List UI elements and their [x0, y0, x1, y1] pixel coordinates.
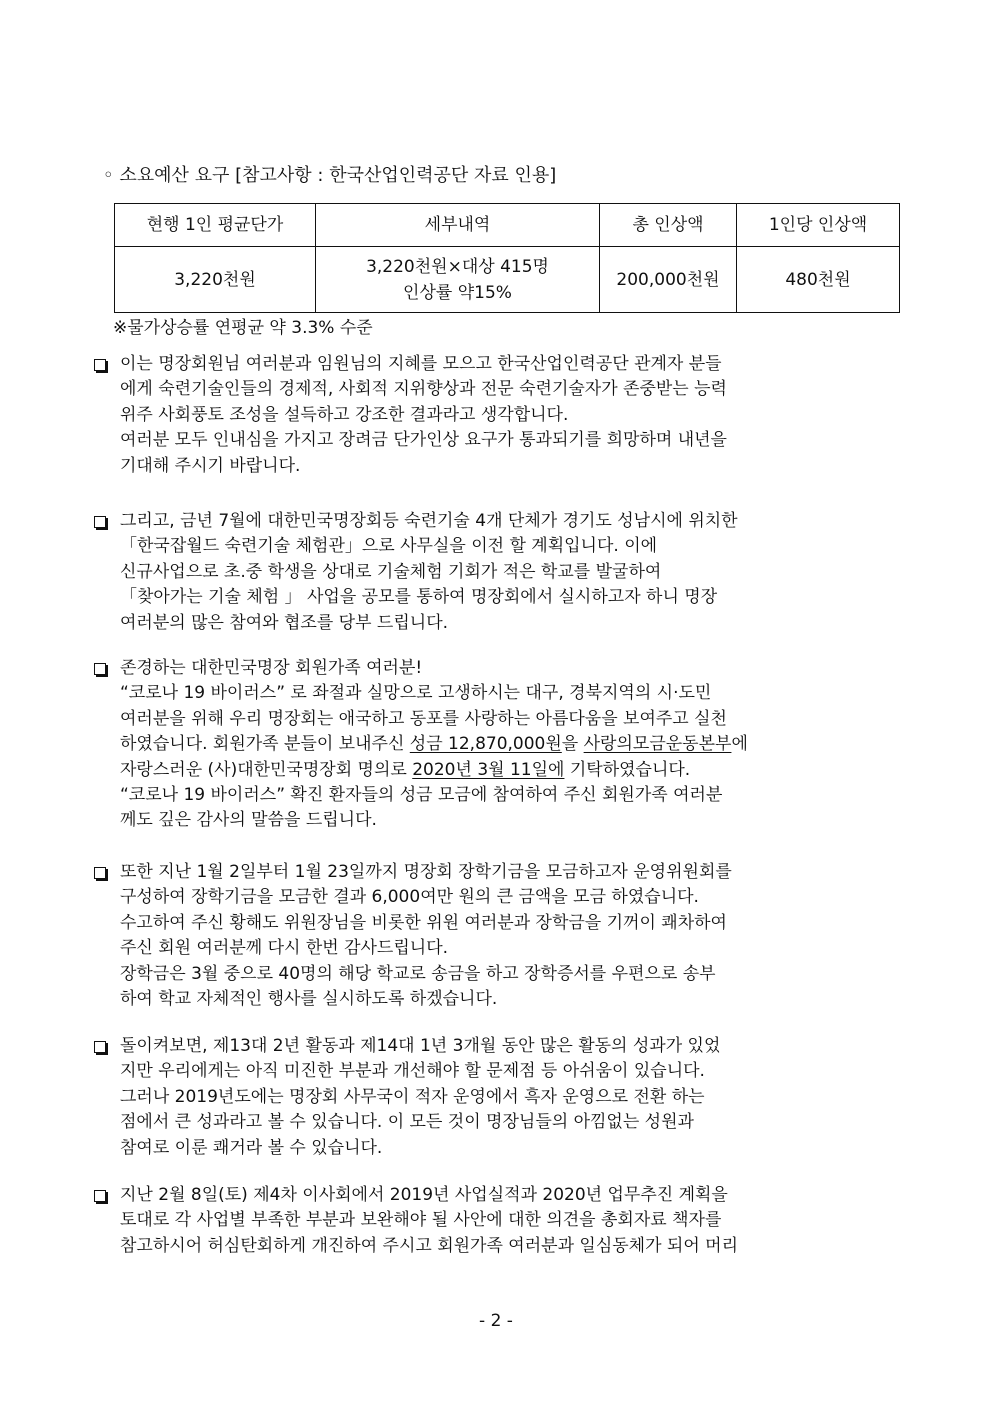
table-header-row: [115, 204, 900, 247]
paragraph-line: 점에서 큰 성과라고 볼 수 있습니다. 이 모든 것이 명장님들의 아낌없는 성원과: [120, 1112, 694, 1133]
paragraph-line: 참고하시어 허심탄회하게 개진하여 주시고 회원가족 여러분과 일심동체가 되어 머리: [120, 1235, 738, 1256]
paragraph-line: 존경하는 대한민국명장 회원가족 여러분!: [120, 658, 423, 678]
paragraph-line: 「찾아가는 기술 체험 」 사업을 공모를 통하여 명장회에서 실시하고자 하니 명장: [120, 587, 718, 608]
paragraph-line: 여러분 모두 인내심을 가지고 장려금 단가인상 요구가 통과되기를 희망하며 내년을: [120, 430, 727, 451]
paragraph-line: 위주 사회풍토 조성을 설득하고 강조한 결과라고 생각합니다.: [120, 404, 569, 425]
line-text: 을: [561, 734, 584, 755]
paragraph-line: 장학금은 3월 중으로 40명의 해당 학교로 송금을 하고 장학증서를 우편으로 송부: [120, 963, 716, 984]
donation-amount: 성금 12,870,000원: [409, 734, 562, 755]
paragraph-line: 에게 숙련기술인들의 경제적, 사회적 지위향상과 전문 숙련기술자가 존중받는 능력: [120, 379, 727, 400]
paragraph-5: [94, 1034, 904, 1161]
paragraph-line: 주신 회원 여러분께 다시 한번 감사드립니다.: [120, 938, 449, 959]
paragraph-line: 지만 우리에게는 아직 미진한 부분과 개선해야 할 문제점 등 아쉬움이 있습니다.: [120, 1061, 705, 1082]
paragraph-line: 구성하여 장학기금을 모금한 결과 6,000여만 원의 큰 금액을 모금 하였습니다.: [120, 887, 699, 908]
cell-detail: [316, 247, 600, 313]
donation-date: 2020년 3월 11일에: [412, 759, 565, 780]
paragraph-3: [94, 656, 904, 834]
header-current-unit-price: 현행 1인 평균단가: [115, 204, 316, 247]
inflation-note: ※물가상승률 연평균 약 3.3% 수준: [113, 318, 373, 338]
paragraph-line: [94, 732, 904, 757]
budget-table: [114, 203, 900, 313]
cell-current-unit-price: 3,220천원: [115, 247, 316, 313]
detail-line-1: 3,220천원×대상 415명: [366, 256, 549, 277]
paragraph-line: [94, 758, 904, 783]
paragraph-line: “코로나 19 바이러스” 확진 환자들의 성금 모금에 참여하여 주신 회원가족 여러분: [120, 784, 723, 805]
line-text: 자랑스러운 (사)대한민국명장회 명의로: [120, 759, 413, 780]
paragraph-line: 돌이켜보면, 제13대 2년 활동과 제14대 1년 3개월 동안 많은 활동의 성과가 있었: [120, 1036, 721, 1056]
paragraph-line: 참여로 이룬 쾌거라 볼 수 있습니다.: [120, 1137, 383, 1158]
recipient-organization: 사랑의모금운동본부: [583, 734, 732, 755]
paragraph-line: 또한 지난 1월 2일부터 1월 23일까지 명장회 장학기금을 모금하고자 운영위원회를: [120, 862, 732, 882]
header-detail: 세부내역: [316, 204, 600, 247]
cell-per-person-increase: 480천원: [737, 247, 900, 313]
paragraph-line: 하여 학교 자체적인 행사를 실시하도록 하겠습니다.: [120, 988, 498, 1009]
header-total-increase: 총 인상액: [600, 204, 737, 247]
paragraph-line: 지난 2월 8일(토) 제4차 이사회에서 2019년 사업실적과 2020년 업무추진 계획을: [120, 1185, 728, 1205]
paragraph-line: “코로나 19 바이러스” 로 좌절과 실망으로 고생하시는 대구, 경북지역의 시·도민: [120, 683, 712, 704]
cell-total-increase: 200,000천원: [600, 247, 737, 313]
header-per-person-increase: 1인당 인상액: [737, 204, 900, 247]
paragraph-line: 그리고, 금년 7월에 대한민국명장회등 숙련기술 4개 단체가 경기도 성남시에 위치한: [120, 511, 738, 531]
paragraph-2: [94, 509, 904, 636]
paragraph-line: 여러분의 많은 참여와 협조를 당부 드립니다.: [120, 612, 449, 633]
line-text: 에: [731, 734, 748, 755]
paragraph-line: 「한국잡월드 숙련기술 체험관」으로 사무실을 이전 할 계획입니다. 이에: [120, 536, 658, 557]
paragraph-line: 그러나 2019년도에는 명장회 사무국이 적자 운영에서 흑자 운영으로 전환 하는: [120, 1086, 705, 1107]
detail-line-2: 인상률 약15%: [403, 282, 512, 303]
paragraph-line: 여러분을 위해 우리 명장회는 애국하고 동포를 사랑하는 아름다움을 보여주고 실천: [120, 708, 727, 729]
paragraph-1: [94, 352, 904, 479]
paragraph-line: 신규사업으로 초.중 학생을 상대로 기술체험 기회가 적은 학교를 발굴하여: [120, 561, 662, 582]
paragraph-6: [94, 1183, 904, 1259]
paragraph-line: 토대로 각 사업별 부족한 부분과 보완해야 될 사안에 대한 의견을 총회자료 책자를: [120, 1210, 722, 1231]
paragraph-line: 기대해 주시기 바랍니다.: [120, 455, 301, 476]
table-row: [115, 247, 900, 313]
paragraph-line: 께도 깊은 감사의 말씀을 드립니다.: [120, 810, 377, 831]
section-title: ◦ 소요예산 요구 [참고사항 : 한국산업인력공단 자료 인용]: [103, 165, 557, 186]
paragraph-4: [94, 860, 904, 1012]
line-text: 기탁하였습니다.: [564, 759, 691, 780]
page-number: - 2 -: [479, 1311, 513, 1331]
paragraph-line: 이는 명장회원님 여러분과 임원님의 지혜를 모으고 한국산업인력공단 관계자 분들: [120, 354, 722, 374]
paragraph-line: 수고하여 주신 황해도 위원장님을 비롯한 위원 여러분과 장학금을 기꺼이 쾌차하여: [120, 912, 727, 933]
line-text: 하였습니다. 회원가족 분들이 보내주신: [120, 734, 410, 755]
